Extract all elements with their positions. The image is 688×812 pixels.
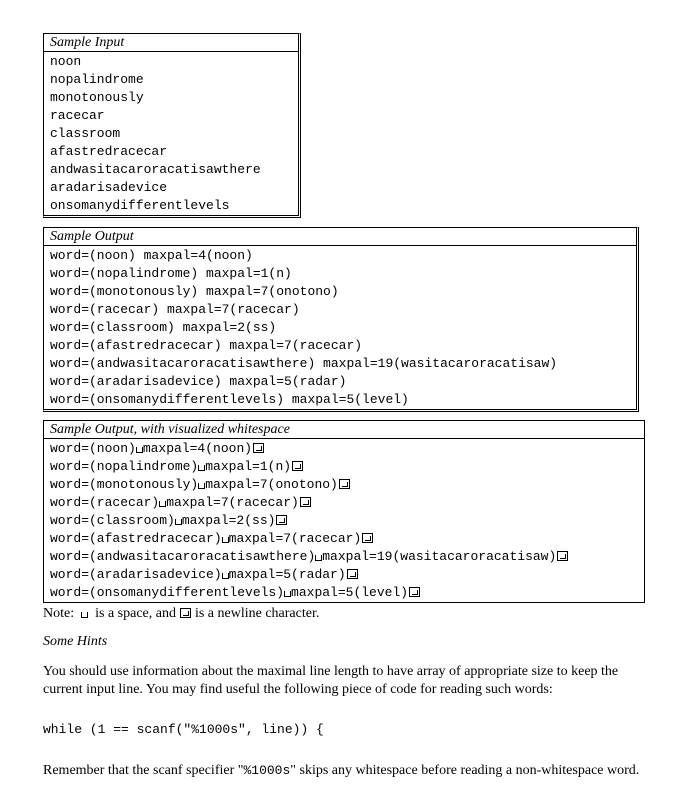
sample-input-line: noon: [50, 54, 82, 69]
note-space-text: is a space, and: [95, 606, 176, 621]
sample-output-line: word=(nopalindrome) maxpal=1(n): [50, 266, 292, 281]
space-symbol-icon: [284, 591, 291, 597]
space-symbol-icon: [222, 573, 229, 579]
sample-output-ws-line: [50, 512, 644, 530]
newline-symbol-icon: [292, 461, 303, 471]
ws-line-maxpal: maxpal=2(ss): [181, 513, 276, 528]
sample-output-ws-line: [50, 476, 644, 494]
newline-symbol-icon: [347, 569, 358, 579]
code-snippet: while (1 == scanf("%1000s", line)) {: [43, 722, 324, 737]
ws-line-word: word=(onsomanydifferentlevels): [50, 585, 285, 600]
sample-input-line: aradarisadevice: [50, 180, 168, 195]
ws-line-maxpal: maxpal=4(noon): [142, 441, 253, 456]
newline-symbol-icon: [362, 533, 373, 543]
ws-line-maxpal: maxpal=1(n): [205, 459, 292, 474]
sample-output-line: word=(afastredracecar) maxpal=7(racecar): [50, 338, 363, 353]
newline-symbol-icon: [557, 551, 568, 561]
newline-symbol-icon: [276, 515, 287, 525]
sample-output-ws-line: [50, 530, 644, 548]
sample-output-ws-line: [50, 566, 644, 584]
sample-output-ws-box: [43, 420, 645, 603]
ws-line-maxpal: maxpal=7(racecar): [228, 531, 362, 546]
space-symbol-icon: [222, 537, 229, 543]
sample-output-line: word=(andwasitacaroracatisawthere) maxpal=19(wasitacaroracatisaw): [50, 356, 558, 371]
sample-input-line: racecar: [50, 108, 105, 123]
ws-line-word: word=(monotonously): [50, 477, 199, 492]
sample-output-ws-line: [50, 548, 644, 566]
hints-paragraph-1: You should use information about the maximal line length to have array of appropriate size to keep the current input line. You may find useful the following piece of code for reading such words:: [43, 664, 619, 697]
sample-output-ws-line: [50, 584, 644, 602]
sample-input-line: afastredracecar: [50, 144, 168, 159]
note-prefix: Note:: [43, 606, 75, 621]
space-symbol-icon: [81, 612, 88, 618]
ws-line-maxpal: maxpal=19(wasitacaroracatisaw): [322, 549, 557, 564]
ws-line-word: word=(afastredracecar): [50, 531, 222, 546]
hints-paragraph-2: [43, 762, 643, 780]
newline-symbol-icon: [253, 443, 264, 453]
ws-line-word: word=(aradarisadevice): [50, 567, 222, 582]
ws-line-maxpal: maxpal=5(radar): [228, 567, 346, 582]
sample-output-ws-line: [50, 440, 644, 458]
sample-input-box: [43, 33, 301, 218]
para2-after: " skips any whitespace before reading a non-whitespace word.: [290, 763, 640, 778]
para2-before: Remember that the scanf specifier ": [43, 763, 244, 778]
ws-line-word: word=(classroom): [50, 513, 175, 528]
ws-line-word: word=(nopalindrome): [50, 459, 199, 474]
sample-output-line: word=(racecar) maxpal=7(racecar): [50, 302, 300, 317]
sample-output-ws-line: [50, 494, 644, 512]
sample-input-line: classroom: [50, 126, 121, 141]
sample-output-ws-line: [50, 458, 644, 476]
newline-symbol-icon: [300, 497, 311, 507]
ws-line-word: word=(andwasitacaroracatisawthere): [50, 549, 316, 564]
ws-line-maxpal: maxpal=5(level): [291, 585, 409, 600]
ws-line-word: word=(noon): [50, 441, 136, 456]
sample-output-line: word=(classroom) maxpal=2(ss): [50, 320, 277, 335]
sample-output-title: Sample Output: [44, 228, 636, 246]
newline-symbol-icon: [409, 587, 420, 597]
sample-input-line: nopalindrome: [50, 72, 144, 87]
note-newline-text: is a newline character.: [194, 606, 320, 621]
note-line: [43, 605, 319, 623]
sample-input-line: onsomanydifferentlevels: [50, 198, 230, 213]
sample-input-title: Sample Input: [44, 34, 298, 52]
ws-line-word: word=(racecar): [50, 495, 160, 510]
newline-symbol-icon: [339, 479, 350, 489]
sample-output-line: word=(monotonously) maxpal=7(onotono): [50, 284, 339, 299]
sample-input-lines: [44, 52, 298, 215]
sample-output-line: word=(noon) maxpal=4(noon): [50, 248, 253, 263]
sample-output-line: word=(onsomanydifferentlevels) maxpal=5(level): [50, 392, 409, 407]
hints-heading: Some Hints: [43, 634, 108, 649]
sample-input-line: andwasitacaroracatisawthere: [50, 162, 261, 177]
sample-input-line: monotonously: [50, 90, 144, 105]
sample-output-line: word=(aradarisadevice) maxpal=5(radar): [50, 374, 347, 389]
ws-line-maxpal: maxpal=7(onotono): [205, 477, 338, 492]
sample-output-box: [43, 227, 639, 412]
space-symbol-icon: [175, 519, 182, 525]
sample-output-ws-lines: [44, 439, 644, 602]
para2-code: %1000s: [243, 763, 291, 778]
newline-symbol-icon: [180, 608, 191, 618]
sample-output-lines: [44, 246, 636, 409]
sample-output-ws-title: Sample Output, with visualized whitespace: [44, 421, 644, 439]
space-symbol-icon: [136, 447, 143, 453]
ws-line-maxpal: maxpal=7(racecar): [166, 495, 299, 510]
